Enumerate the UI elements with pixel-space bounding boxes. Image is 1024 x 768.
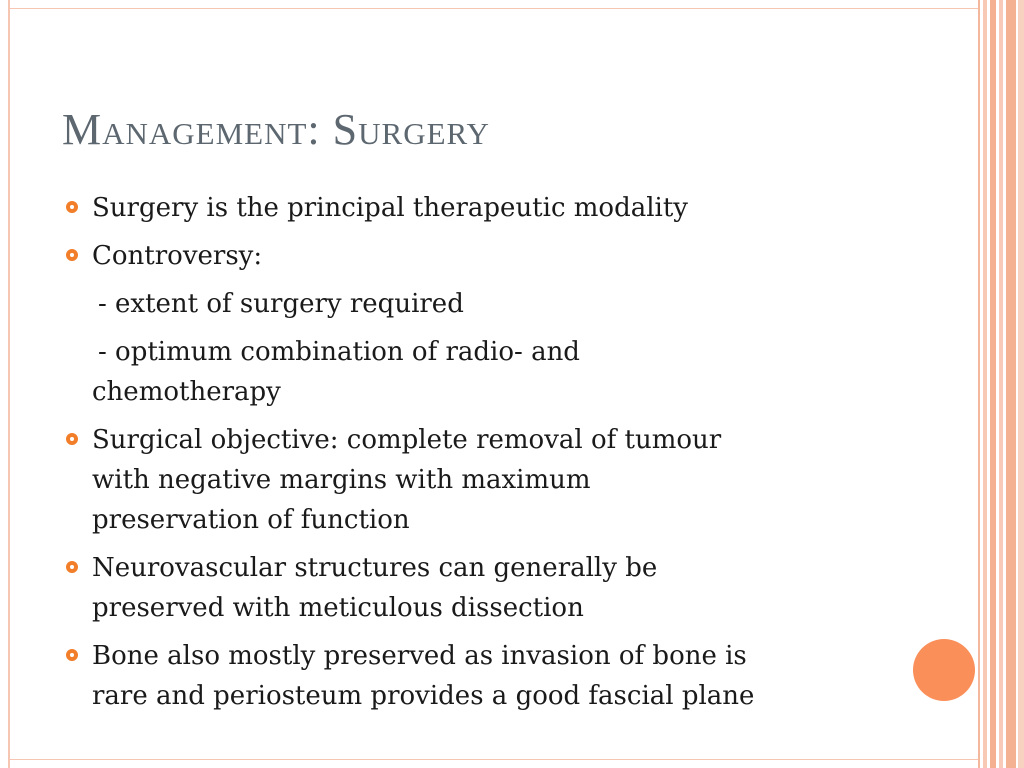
- bullet-text: Surgery is the principal therapeutic modality: [92, 193, 688, 223]
- bullet-ring-icon: [66, 433, 78, 445]
- frame-bottom-line: [8, 759, 980, 760]
- bullet-ring-icon: [66, 201, 78, 213]
- bullet-item: [62, 420, 892, 540]
- decor-stripe: [983, 0, 987, 768]
- bullet-text: Controversy:: [92, 241, 263, 271]
- bullet-ring-icon: [66, 561, 78, 573]
- decor-stripe: [978, 0, 980, 768]
- bullet-line: Neurovascular structures can generally be: [92, 553, 658, 583]
- sub-item-line: chemotherapy: [92, 377, 281, 407]
- bullet-ring-icon: [66, 249, 78, 261]
- decor-stripe: [1018, 0, 1024, 768]
- bullet-item: [62, 236, 892, 276]
- bullet-line: Bone also mostly preserved as invasion of bone is: [92, 641, 747, 671]
- frame-left-line: [8, 0, 10, 768]
- frame-top-line: [8, 8, 980, 9]
- bullet-line: preserved with meticulous dissection: [92, 593, 584, 623]
- decor-circle: [913, 639, 975, 701]
- bullet-line: rare and periosteum provides a good fascial plane: [92, 681, 755, 711]
- bullet-ring-icon: [66, 649, 78, 661]
- decor-stripe: [990, 0, 996, 768]
- bullet-item: [62, 636, 892, 716]
- decor-stripe: [999, 0, 1003, 768]
- sub-item-line: - optimum combination of radio- and: [98, 337, 580, 367]
- bullet-item: [62, 548, 892, 628]
- decor-stripe: [1006, 0, 1016, 768]
- slide-title: Management: Surgery: [62, 105, 490, 154]
- sub-item: - extent of surgery required: [98, 289, 464, 319]
- bullet-item: [62, 188, 892, 228]
- bullet-line: with negative margins with maximum: [92, 465, 591, 495]
- bullet-line: preservation of function: [92, 505, 410, 535]
- sub-item: [62, 332, 892, 412]
- slide-content: [62, 188, 892, 724]
- bullet-line: Surgical objective: complete removal of tumour: [92, 425, 722, 455]
